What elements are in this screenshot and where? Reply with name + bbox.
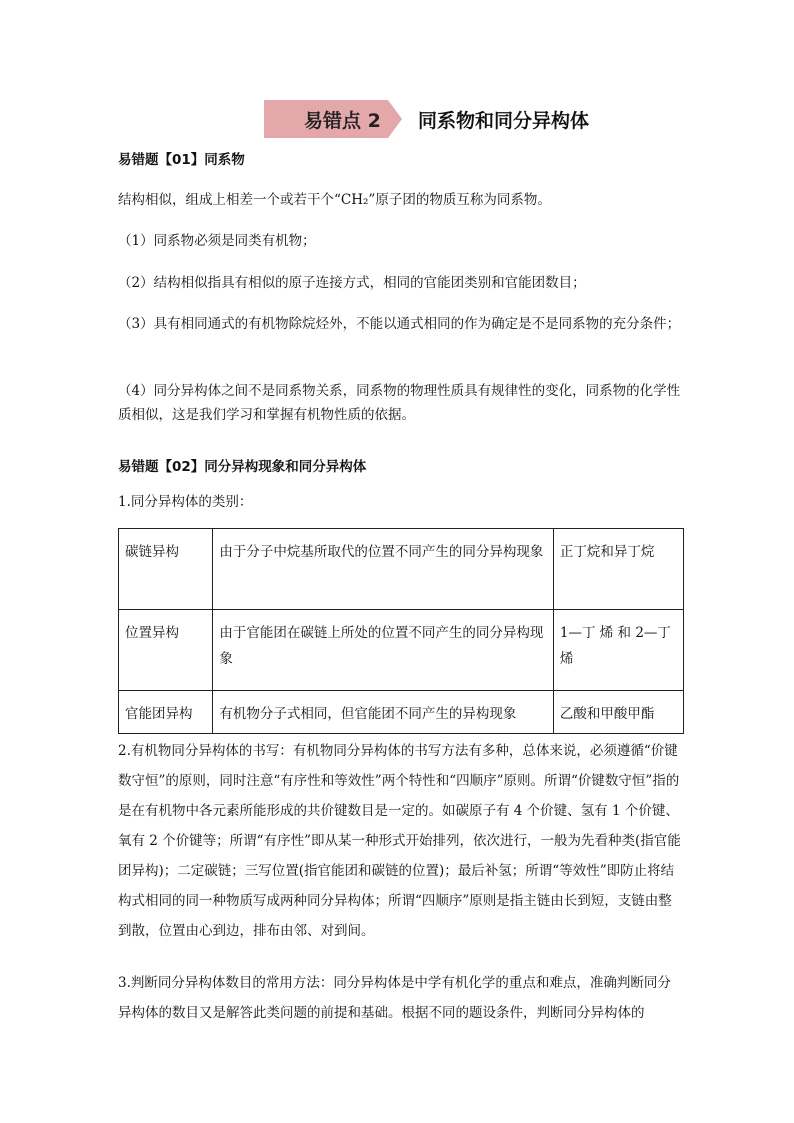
table-cell: 正丁烷和异丁烷 (553, 529, 683, 610)
section1-point-3: （3）具有相同通式的有机物除烷烃外，不能以通式相同的作为确定是不是同系物的充分条件； (118, 316, 681, 332)
section2-item2: 2.有机物同分异构体的书写：有机物同分异构体的书写方法有多种，总体来说，必须遵循“价键数守恒”的原则，同时注意“有序性和等效性”两个特性和“四顺序”原则。所谓“价键数守恒”指的是在有机物中各元素所能形成的共价键数目是一定的。如碳原子有 4 个价键、氢有 1 个价键、氧有 2 个价键等；所谓“有序性”即从某一种形式开始排列，依次进行，一般为先看种类(指官能团异构)；二定碳链；三写位置(指官能团和碳链的位置)；最后补氢；所谓“等效性”即防止将结构式相同的同一种物质写成两种同分异构体；所谓“四顺序”原则是指主链由长到短，支链由整到散，位置由心到边，排布由邻、对到间。 (118, 743, 681, 939)
table-cell: 有机物分子式相同，但官能团不同产生的异构现象 (213, 691, 553, 734)
section1-point-4: （4）同分异构体之间不是同系物关系，同系物的物理性质具有规律性的变化，同系物的化学性质相似，这是我们学习和掌握有机物性质的依据。 (118, 383, 681, 423)
section2-heading: 易错题【02】同分异构现象和同分异构体 (118, 459, 367, 475)
table-cell: 碳链异构 (119, 529, 213, 610)
table-cell: 1—丁 烯 和 2—丁烯 (553, 610, 683, 691)
section2-item3: 3.判断同分异构体数目的常用方法：同分异构体是中学有机化学的重点和难点，准确判断同分异构体的数目又是解答此类问题的前提和基础。根据不同的题设条件，判断同分异构体的 (118, 975, 671, 1021)
table-cell: 由于官能团在碳链上所处的位置不同产生的同分异构现象 (213, 610, 553, 691)
section1-heading: 易错题【01】同系物 (118, 152, 245, 168)
title-banner (264, 100, 589, 138)
section1-point-1: （1）同系物必须是同类有机物； (118, 233, 316, 249)
section1-intro: 结构相似，组成上相差一个或若干个“CH₂”原子团的物质互称为同系物。 (118, 192, 551, 208)
table-row (119, 529, 684, 610)
section1-point-2: （2）结构相似指具有相似的原子连接方式，相同的官能团类别和官能团数目； (118, 275, 586, 291)
table-cell: 乙酸和甲酸甲酯 (553, 691, 683, 734)
table-cell: 位置异构 (119, 610, 213, 691)
table-row (119, 691, 684, 734)
title-tag: 易错点 2 (264, 100, 388, 138)
page-title: 同系物和同分异构体 (418, 109, 590, 132)
table-cell: 官能团异构 (119, 691, 213, 734)
table-cell: 由于分子中烷基所取代的位置不同产生的同分异构现象 (213, 529, 553, 610)
table-row (119, 610, 684, 691)
section2-item1: 1.同分异构体的类别： (118, 494, 253, 510)
isomer-types-table (118, 528, 684, 734)
